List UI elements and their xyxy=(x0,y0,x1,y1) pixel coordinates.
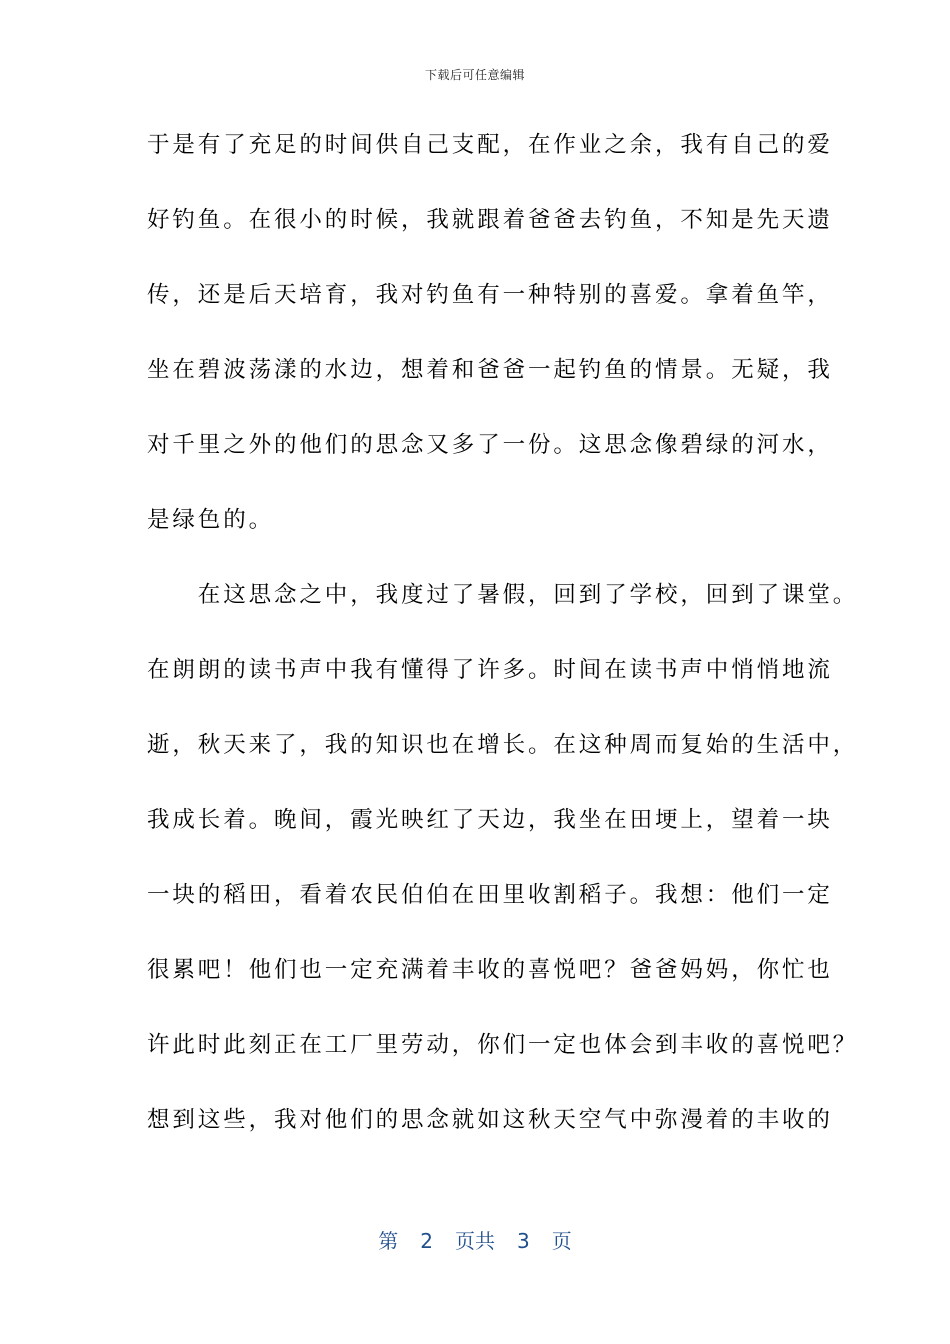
body-line: 传，还是后天培育，我对钓鱼有一种特别的喜爱。拿着鱼竿， xyxy=(147,282,833,308)
body-line: 于是有了充足的时间供自己支配，在作业之余，我有自己的爱 xyxy=(147,132,833,158)
body-line: 一块的稻田，看着农民伯伯在田里收割稻子。我想：他们一定 xyxy=(147,882,833,908)
body-line: 我成长着。晚间，霞光映红了天边，我坐在田埂上，望着一块 xyxy=(147,807,833,833)
body-line: 是绿色的。 xyxy=(147,507,275,533)
page-footer xyxy=(0,1225,950,1254)
footer-suffix: 页 xyxy=(551,1229,572,1253)
footer-total-pages: 3 xyxy=(517,1229,530,1253)
body-line: 逝，秋天来了，我的知识也在增长。在这种周而复始的生活中， xyxy=(147,732,859,758)
body-text xyxy=(147,125,859,1175)
body-line: 在这思念之中，我度过了暑假，回到了学校，回到了课堂。 xyxy=(147,582,859,608)
body-line: 对千里之外的他们的思念又多了一份。这思念像碧绿的河水， xyxy=(147,432,833,458)
body-line: 在朗朗的读书声中我有懂得了许多。时间在读书声中悄悄地流 xyxy=(147,657,833,683)
page-header: 下载后可任意编辑 xyxy=(424,68,525,82)
body-line: 许此时此刻正在工厂里劳动，你们一定也体会到丰收的喜悦吧？ xyxy=(147,1032,859,1058)
body-line: 想到这些，我对他们的思念就如这秋天空气中弥漫着的丰收的 xyxy=(147,1107,833,1133)
body-line: 坐在碧波荡漾的水边，想着和爸爸一起钓鱼的情景。无疑，我 xyxy=(147,357,833,383)
body-line: 好钓鱼。在很小的时候，我就跟着爸爸去钓鱼，不知是先天遗 xyxy=(147,207,833,233)
footer-current-page: 2 xyxy=(420,1229,433,1253)
body-line: 很累吧！他们也一定充满着丰收的喜悦吧？爸爸妈妈，你忙也 xyxy=(147,957,833,983)
footer-prefix: 第 xyxy=(378,1229,399,1253)
footer-middle: 页共 xyxy=(455,1229,495,1253)
